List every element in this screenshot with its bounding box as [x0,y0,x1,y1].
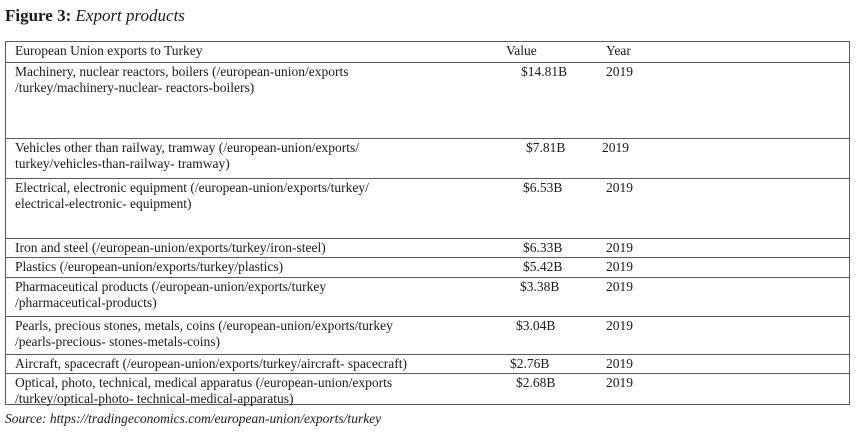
export-value: $3.38B [520,279,560,294]
table-row [6,63,849,139]
export-year: 2019 [606,356,633,371]
product-name: Pharmaceutical products (/european-union/exports/turkey /pharmaceutical-products) [15,279,327,310]
product-name: Plastics (/european-union/exports/turkey/plastics) [15,259,284,274]
header-product: European Union exports to Turkey [15,43,203,58]
table-row [6,258,849,278]
product-name: Electrical, electronic equipment (/european-union/exports/turkey/ electrical-electronic- equipment) [15,180,369,211]
source-note: Source: https://tradingeconomics.com/european-union/exports/turkey [5,411,382,426]
export-value: $5.42B [523,259,563,274]
export-year: 2019 [606,375,633,390]
header-year: Year [606,43,631,58]
header-value: Value [506,43,537,58]
export-year: 2019 [606,180,633,195]
export-value: $7.81B [526,140,566,155]
exports-table [5,41,850,405]
export-value: $6.33B [523,240,563,255]
table-row [6,278,849,317]
export-value: $6.53B [523,180,563,195]
table-row [6,139,849,179]
product-name: Aircraft, spacecraft (/european-union/exports/turkey/aircraft- spacecraft) [15,356,408,371]
table-row [6,179,849,239]
product-name: Machinery, nuclear reactors, boilers (/european-union/exports /turkey/machinery-nuclear- reactors-boilers) [15,64,349,95]
export-value: $3.04B [516,318,556,333]
export-year: 2019 [606,259,633,274]
product-name: Pearls, precious stones, metals, coins (/european-union/exports/turkey /pearls-precious- stones-metals-coins) [15,318,393,349]
export-value: $2.68B [516,375,556,390]
export-value: $14.81B [521,64,568,79]
product-name: Vehicles other than railway, tramway (/european-union/exports/ turkey/vehicles-than-railway- tramway) [15,140,360,171]
table-row [6,239,849,258]
figure-title: Export products [75,6,185,25]
figure-number: Figure 3: [5,6,72,25]
export-value: $2.76B [510,356,550,371]
export-year: 2019 [602,140,629,155]
export-year: 2019 [606,318,633,333]
product-name: Optical, photo, technical, medical apparatus (/european-union/exports /turkey/optical-photo- technical-medical-apparatus) [15,375,393,406]
export-year: 2019 [606,279,633,294]
table-row [6,317,849,355]
export-year: 2019 [606,240,633,255]
table-row [6,355,849,374]
product-name: Iron and steel (/european-union/exports/turkey/iron-steel) [15,240,326,255]
export-year: 2019 [606,64,633,79]
table-row [6,374,849,406]
table-header-row [6,42,849,63]
figure-caption [5,5,185,27]
